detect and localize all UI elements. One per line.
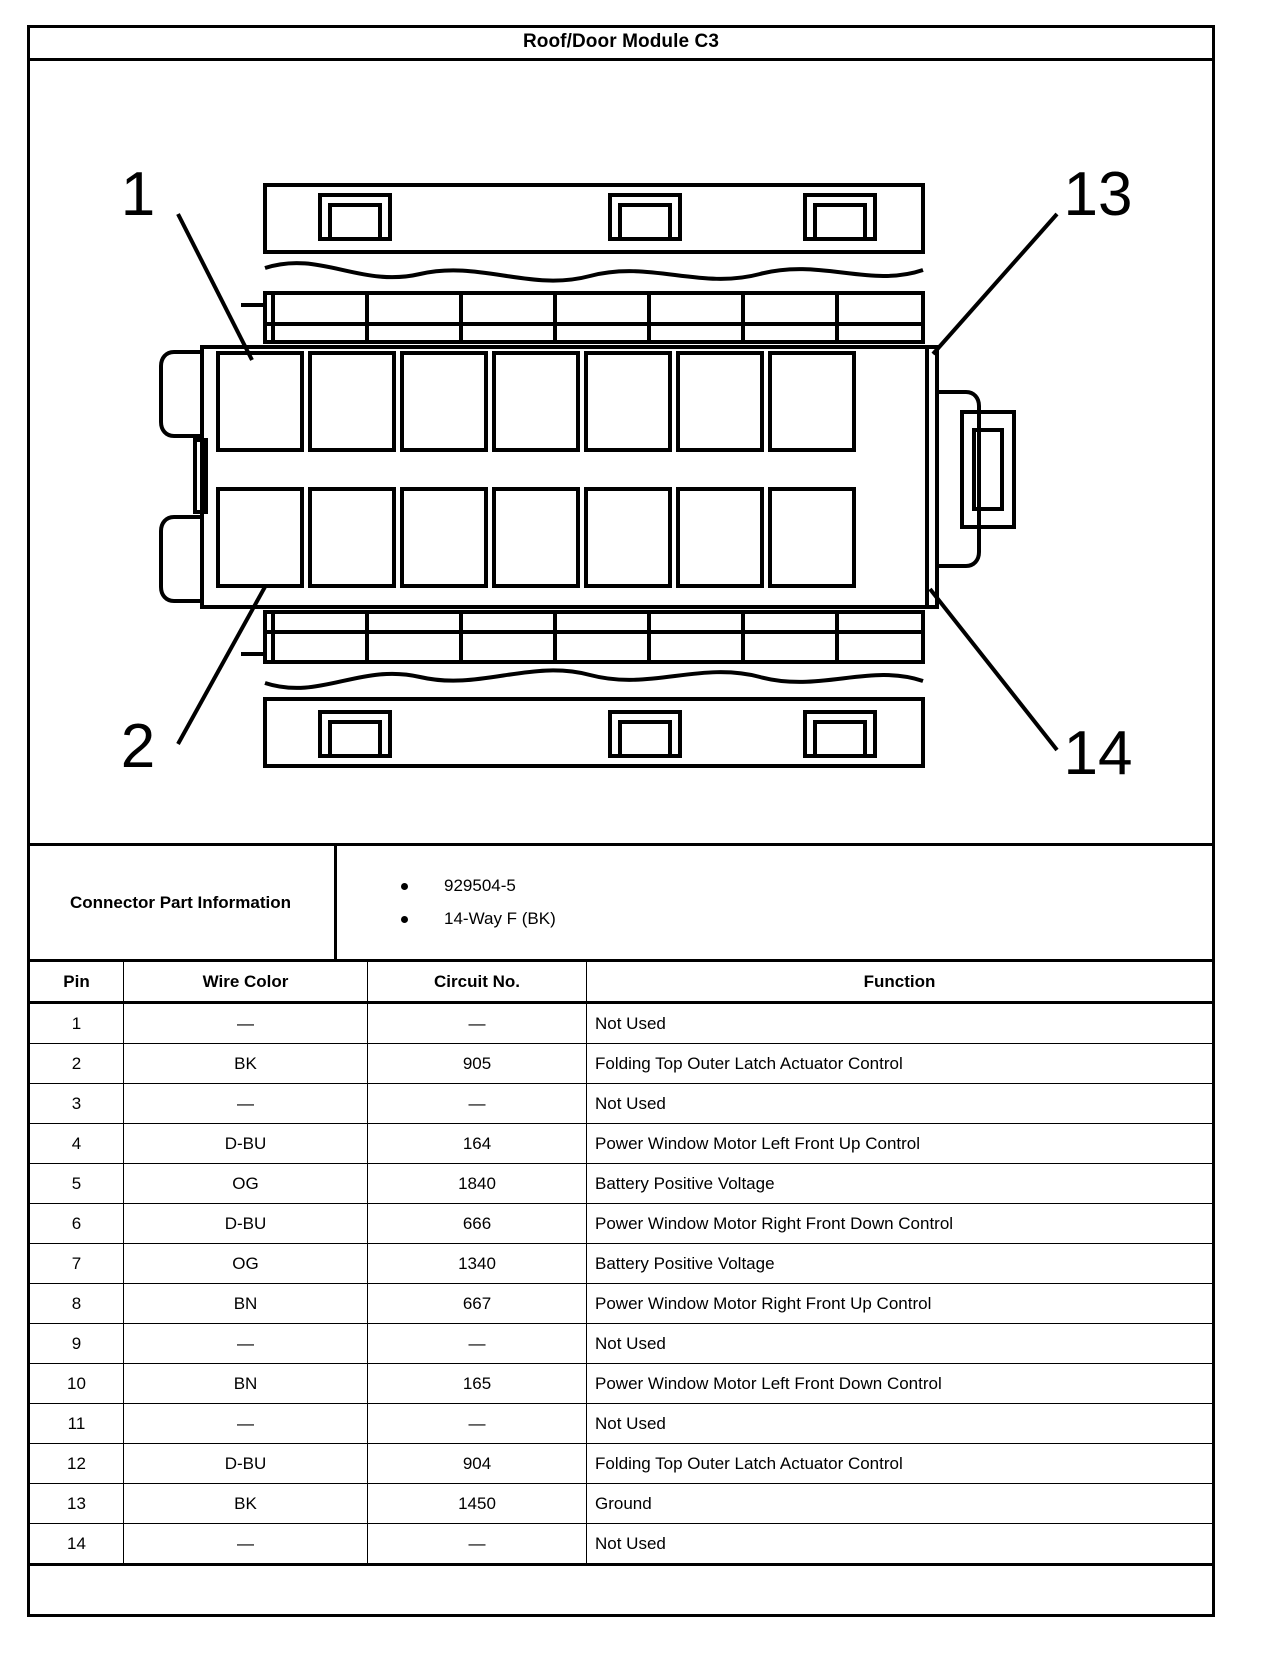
cell-wire-color: — xyxy=(124,1404,368,1444)
left-ear-lower xyxy=(161,517,202,601)
cell-function: Power Window Motor Left Front Up Control xyxy=(587,1124,1214,1164)
table-row xyxy=(29,1404,1214,1444)
cavity-row-top xyxy=(218,353,854,450)
callout-label-13: 13 xyxy=(1063,160,1133,229)
connector-body-outline xyxy=(202,347,937,607)
bottom-shell-tab-1-inner xyxy=(330,722,380,756)
cell-pin: 3 xyxy=(29,1084,124,1124)
cell-pin: 9 xyxy=(29,1324,124,1364)
list-item xyxy=(401,909,1215,929)
cell-circuit-no: 164 xyxy=(368,1124,587,1164)
table-row xyxy=(29,1484,1214,1524)
bullet-icon xyxy=(401,883,408,890)
cell-pin: 14 xyxy=(29,1524,124,1565)
page-title: Roof/Door Module C3 xyxy=(522,30,720,52)
cell-pin: 12 xyxy=(29,1444,124,1484)
cell-function: Power Window Motor Right Front Down Control xyxy=(587,1204,1214,1244)
column-header-circuit-no: Circuit No. xyxy=(368,961,587,1003)
table-row xyxy=(29,1044,1214,1084)
top-shell-tab-1-inner xyxy=(330,205,380,239)
connector-part-information-label: Connector Part Information xyxy=(27,846,337,959)
cell-wire-color: D-BU xyxy=(124,1204,368,1244)
table-row xyxy=(29,1364,1214,1404)
list-item xyxy=(401,876,1215,896)
cell-circuit-no: — xyxy=(368,1084,587,1124)
cell-wire-color: — xyxy=(124,1084,368,1124)
lower-left-key-bracket xyxy=(241,612,265,654)
cell-circuit-no: 904 xyxy=(368,1444,587,1484)
upper-left-key-bracket xyxy=(241,305,265,342)
cell-wire-color: D-BU xyxy=(124,1444,368,1484)
table-row xyxy=(29,1444,1214,1484)
cell-function: Folding Top Outer Latch Actuator Control xyxy=(587,1044,1214,1084)
top-shell-tab-2-inner xyxy=(620,205,670,239)
table-row xyxy=(29,1284,1214,1324)
table-row xyxy=(29,1524,1214,1565)
cell-wire-color: OG xyxy=(124,1164,368,1204)
leader-line-pin-1 xyxy=(178,214,252,360)
cell-function: Not Used xyxy=(587,1404,1214,1444)
cell-function: Battery Positive Voltage xyxy=(587,1164,1214,1204)
cell-function: Ground xyxy=(587,1484,1214,1524)
cell-circuit-no: 1450 xyxy=(368,1484,587,1524)
cell-circuit-no: 905 xyxy=(368,1044,587,1084)
table-row xyxy=(29,1124,1214,1164)
connector-part-information-values xyxy=(337,846,1215,959)
cell-pin: 2 xyxy=(29,1044,124,1084)
table-row xyxy=(29,1324,1214,1364)
cell-pin: 7 xyxy=(29,1244,124,1284)
pin-table-body xyxy=(29,1003,1214,1565)
table-row xyxy=(29,1003,1214,1044)
pin-assignment-table xyxy=(27,959,1215,1566)
cell-wire-color: BN xyxy=(124,1284,368,1324)
cell-circuit-no: 1840 xyxy=(368,1164,587,1204)
cell-pin: 5 xyxy=(29,1164,124,1204)
left-ear-upper xyxy=(161,352,202,436)
cell-wire-color: BN xyxy=(124,1364,368,1404)
bottom-shell-tab-2-inner xyxy=(620,722,670,756)
cell-pin: 13 xyxy=(29,1484,124,1524)
cell-wire-color: BK xyxy=(124,1484,368,1524)
cell-pin: 8 xyxy=(29,1284,124,1324)
cell-function: Not Used xyxy=(587,1324,1214,1364)
table-row xyxy=(29,1244,1214,1284)
leader-line-pin-14 xyxy=(930,589,1057,750)
connector-part-information xyxy=(27,843,1215,959)
page-title-bar xyxy=(27,25,1215,61)
cell-circuit-no: — xyxy=(368,1003,587,1044)
leader-line-pin-13 xyxy=(933,214,1057,354)
cell-function: Power Window Motor Left Front Down Control xyxy=(587,1364,1214,1404)
column-header-pin: Pin xyxy=(29,961,124,1003)
connector-type: 14-Way F (BK) xyxy=(444,909,556,928)
cell-pin: 6 xyxy=(29,1204,124,1244)
cell-circuit-no: 1340 xyxy=(368,1244,587,1284)
cell-function: Power Window Motor Right Front Up Control xyxy=(587,1284,1214,1324)
upper-rib-segments xyxy=(265,293,923,342)
cell-circuit-no: — xyxy=(368,1524,587,1565)
lower-rib-band xyxy=(265,612,923,662)
bottom-break-line xyxy=(265,670,923,688)
cell-pin: 11 xyxy=(29,1404,124,1444)
callout-label-1: 1 xyxy=(120,160,156,229)
table-row xyxy=(29,1084,1214,1124)
cell-circuit-no: 667 xyxy=(368,1284,587,1324)
cell-function: Not Used xyxy=(587,1524,1214,1565)
cell-function: Folding Top Outer Latch Actuator Control xyxy=(587,1444,1214,1484)
table-row xyxy=(29,1204,1214,1244)
cell-circuit-no: 165 xyxy=(368,1364,587,1404)
cavity-row-bottom xyxy=(218,489,854,586)
table-row xyxy=(29,1164,1214,1204)
cell-wire-color: D-BU xyxy=(124,1124,368,1164)
lower-rib-segments xyxy=(265,612,923,662)
cell-circuit-no: — xyxy=(368,1324,587,1364)
cell-function: Battery Positive Voltage xyxy=(587,1244,1214,1284)
cell-circuit-no: 666 xyxy=(368,1204,587,1244)
bottom-shell-tab-3-inner xyxy=(815,722,865,756)
connector-drawing xyxy=(30,62,1212,842)
cell-pin: 1 xyxy=(29,1003,124,1044)
cell-function: Not Used xyxy=(587,1003,1214,1044)
column-header-wire-color: Wire Color xyxy=(124,961,368,1003)
column-header-function: Function xyxy=(587,961,1214,1003)
cell-wire-color: — xyxy=(124,1003,368,1044)
top-shell-tab-3-inner xyxy=(815,205,865,239)
cell-wire-color: BK xyxy=(124,1044,368,1084)
part-number: 929504-5 xyxy=(444,876,516,895)
cell-pin: 10 xyxy=(29,1364,124,1404)
cell-wire-color: — xyxy=(124,1324,368,1364)
cell-circuit-no: — xyxy=(368,1404,587,1444)
cell-function: Not Used xyxy=(587,1084,1214,1124)
top-break-line xyxy=(265,263,923,281)
cell-wire-color: OG xyxy=(124,1244,368,1284)
cell-wire-color: — xyxy=(124,1524,368,1565)
cell-pin: 4 xyxy=(29,1124,124,1164)
connector-illustration xyxy=(30,62,1212,842)
table-header-row xyxy=(29,961,1214,1003)
upper-rib-band xyxy=(265,293,923,342)
callout-label-14: 14 xyxy=(1063,719,1133,788)
bullet-icon xyxy=(401,916,408,923)
callout-label-2: 2 xyxy=(120,712,156,781)
